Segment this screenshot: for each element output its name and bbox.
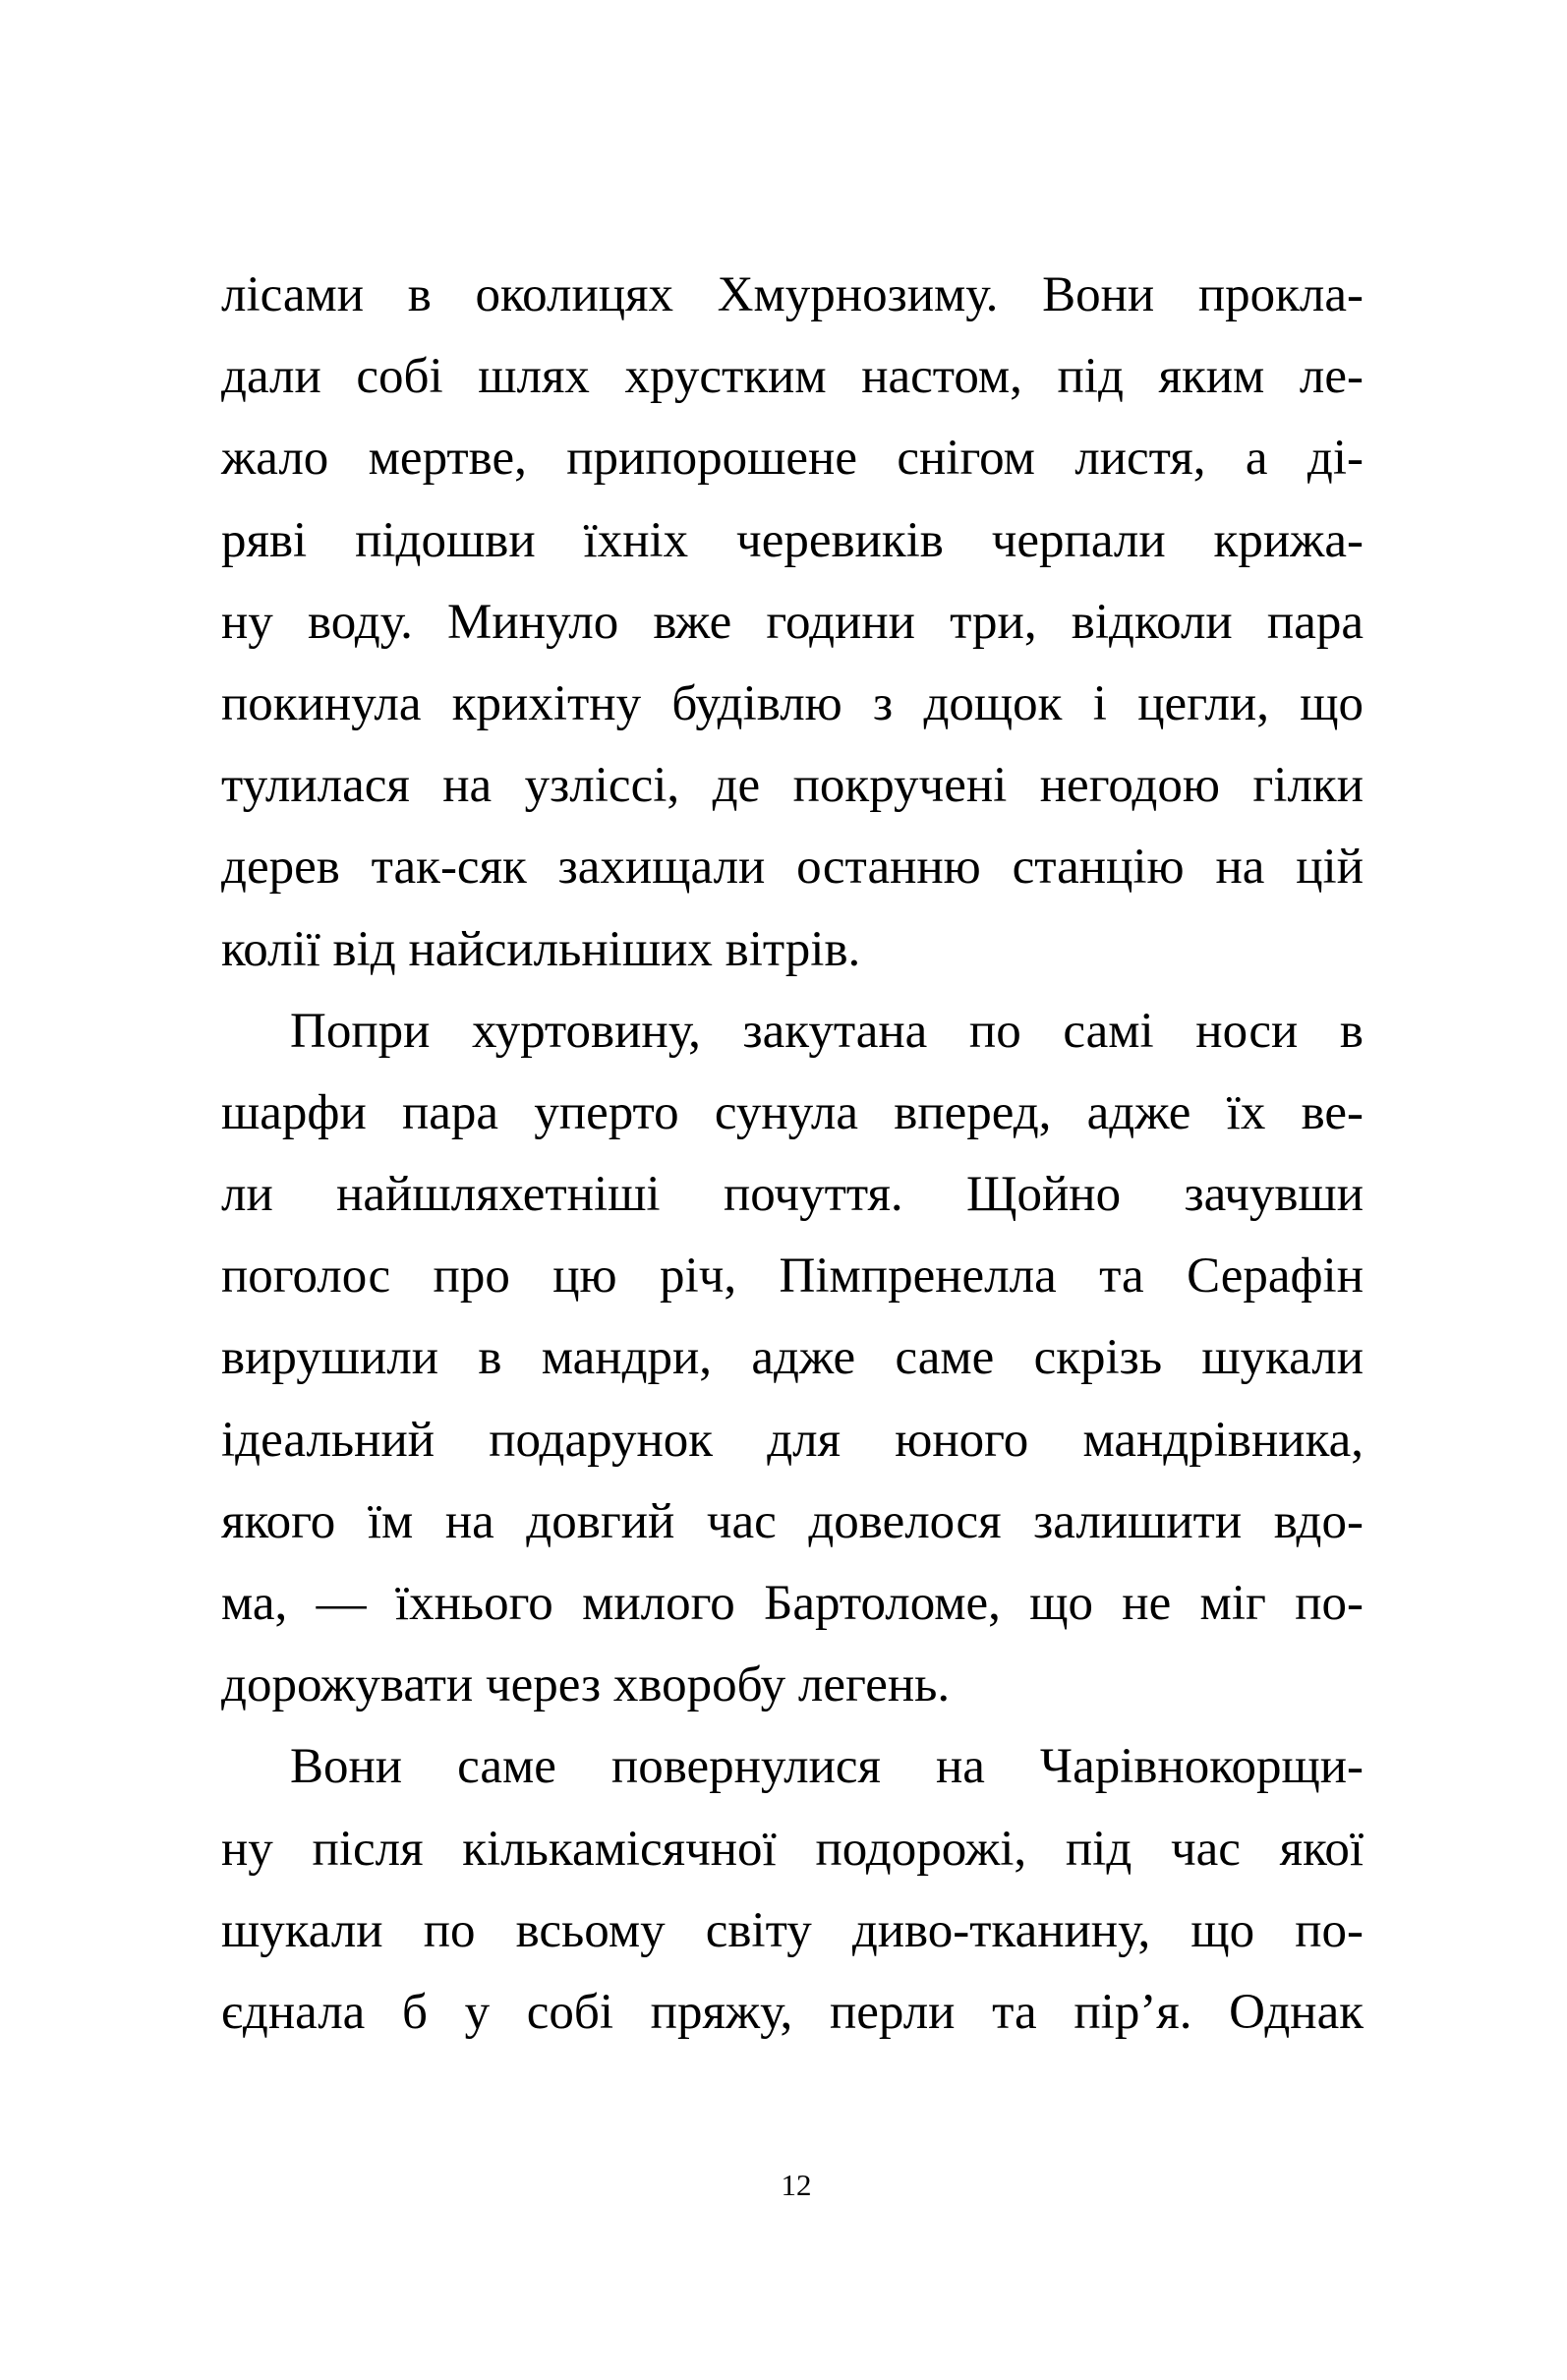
- text-line: жало мертве, припорошене снігом листя, а ді-: [221, 431, 1364, 487]
- body-text: [221, 255, 1364, 2054]
- text-line-paragraph-end: дорожувати через хворобу легень.: [221, 1657, 951, 1713]
- text-line: якого їм на довгий час довелося залишити вдо-: [221, 1493, 1364, 1549]
- text-line: покинула крихітну будівлю з дощок і цегли, що: [221, 675, 1364, 731]
- text-line: вирушили в мандри, адже саме скрізь шукали: [221, 1330, 1364, 1386]
- text-line: єднала б у собі пряжу, перли та пір’я. Однак: [221, 1984, 1364, 2040]
- text-line: лісами в околицях Хмурнозиму. Вони прокла-: [221, 267, 1364, 322]
- text-line: ряві підошви їхніх черевиків черпали крижа-: [221, 512, 1364, 568]
- text-line-paragraph-start: Попри хуртовину, закутана по самі носи в: [290, 1003, 1364, 1059]
- text-line: ма, — їхнього милого Бартоломе, що не міг по-: [221, 1576, 1364, 1631]
- text-line: ну воду. Минуло вже години три, відколи пара: [221, 594, 1364, 650]
- text-line-paragraph-end: колії від найсильніших вітрів.: [221, 921, 861, 977]
- text-line: шарфи пара уперто сунула вперед, адже їх ве-: [221, 1084, 1364, 1140]
- text-line: поголос про цю річ, Пімпренелла та Серафін: [221, 1248, 1364, 1305]
- text-line: дерев так-сяк захищали останню станцію на цій: [221, 840, 1364, 896]
- text-line: тулилася на узліссі, де покручені негодою гілки: [221, 758, 1364, 814]
- text-line: ли найшляхетніші почуття. Щойно зачувши: [221, 1167, 1364, 1223]
- text-line: ну після кількамісячної подорожі, під час якої: [221, 1821, 1364, 1877]
- text-line-paragraph-start: Вони саме повернулися на Чарівнокорщи-: [290, 1739, 1364, 1795]
- text-line: дали собі шлях хрустким настом, під яким ле-: [221, 349, 1364, 405]
- text-line: ідеальний подарунок для юного мандрівника,: [221, 1412, 1364, 1468]
- page-number: 12: [781, 2168, 812, 2202]
- text-line: шукали по всьому світу диво-тканину, що по-: [221, 1902, 1364, 1958]
